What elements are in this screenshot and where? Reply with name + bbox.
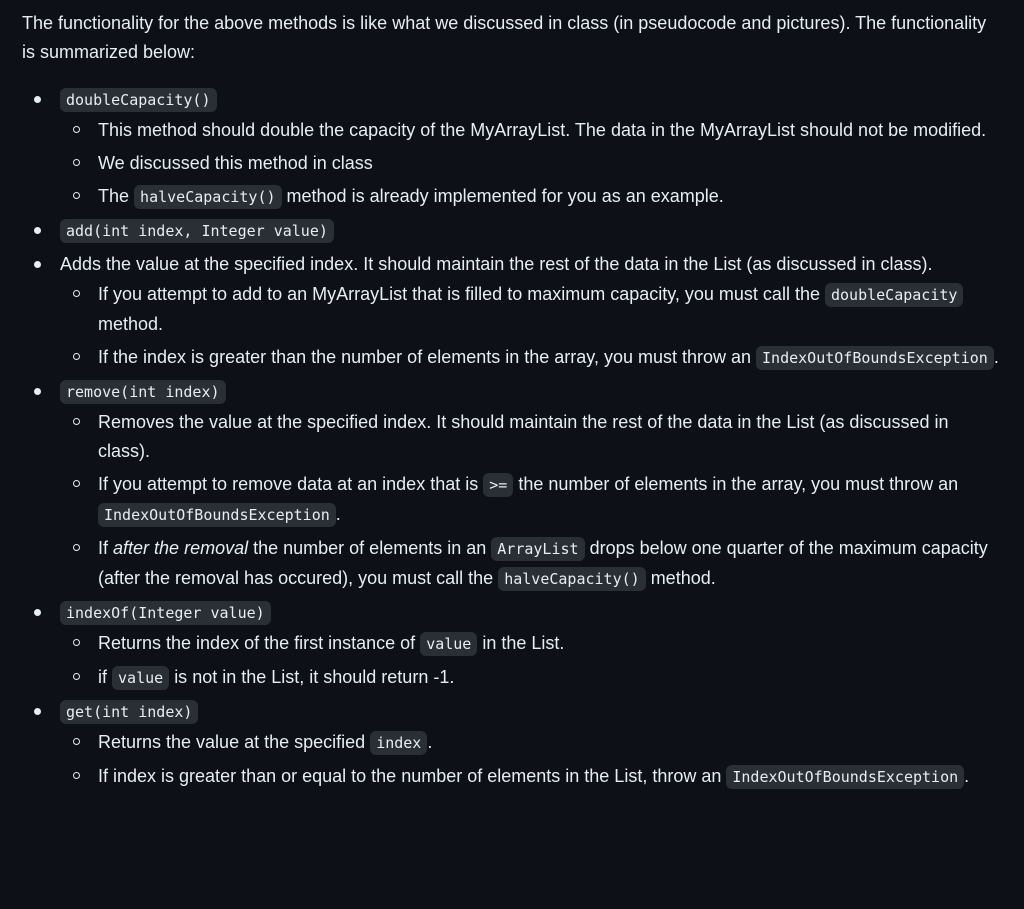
- text: This method should double the capacity of the MyArrayList. The data in the MyArrayList should not be modified.: [98, 120, 987, 140]
- inline-code: ArrayList: [491, 537, 584, 561]
- inline-code: halveCapacity(): [134, 185, 281, 209]
- list-item: [60, 149, 1002, 178]
- list-item: [60, 280, 1002, 339]
- hollow-bullet-icon: [73, 544, 80, 551]
- text: .: [993, 347, 999, 367]
- inline-code: index: [370, 731, 427, 755]
- inline-code: value: [112, 666, 169, 690]
- sublist-add: [60, 280, 1002, 373]
- hollow-bullet-icon: [73, 159, 80, 166]
- text: Adds the value at the specified index. It should maintain the rest of the data in the List (as discussed in class).: [60, 254, 933, 274]
- text: Returns the index of the first instance of: [98, 633, 416, 653]
- list-item: [60, 534, 1002, 594]
- text: The: [98, 186, 130, 206]
- hollow-bullet-icon: [73, 353, 80, 360]
- hollow-bullet-icon: [73, 480, 80, 487]
- list-item: [60, 470, 1002, 530]
- bullet-icon: [34, 96, 41, 103]
- text: We discussed this method in class: [98, 153, 373, 173]
- text: Removes the value at the specified index. It should maintain the rest of the data in the List (as discussed in class).: [98, 412, 949, 461]
- list-item: [60, 116, 1002, 145]
- list-item-double-capacity: [22, 85, 1002, 212]
- inline-code: value: [420, 632, 477, 656]
- inline-code: IndexOutOfBoundsException: [98, 503, 336, 527]
- list-item-index-of: [22, 598, 1002, 693]
- code-index-of: indexOf(Integer value): [60, 601, 271, 625]
- list-item-add-description: [22, 250, 1002, 373]
- text: in the List.: [482, 633, 565, 653]
- text: method is already implemented for you as an example.: [286, 186, 724, 206]
- text: .: [427, 732, 433, 752]
- code-remove: remove(int index): [60, 380, 226, 404]
- sublist-get: [60, 728, 1002, 792]
- inline-code: IndexOutOfBoundsException: [756, 346, 994, 370]
- hollow-bullet-icon: [73, 290, 80, 297]
- code-get: get(int index): [60, 700, 198, 724]
- bullet-icon: [34, 227, 41, 234]
- inline-code: >=: [483, 473, 513, 497]
- text: If index is greater than or equal to the number of elements in the List, throw an: [98, 766, 722, 786]
- code-add: add(int index, Integer value): [60, 219, 334, 243]
- hollow-bullet-icon: [73, 673, 80, 680]
- text: method.: [650, 568, 716, 588]
- bullet-icon: [34, 261, 41, 268]
- inline-code: IndexOutOfBoundsException: [726, 765, 964, 789]
- list-item-get: [22, 697, 1002, 792]
- list-item: [60, 408, 1002, 466]
- text: the number of elements in an: [253, 538, 487, 558]
- emphasis-text: after the removal: [113, 538, 249, 558]
- hollow-bullet-icon: [73, 126, 80, 133]
- bullet-icon: [34, 708, 41, 715]
- text: If: [98, 538, 109, 558]
- list-item: [60, 629, 1002, 659]
- hollow-bullet-icon: [73, 738, 80, 745]
- hollow-bullet-icon: [73, 192, 80, 199]
- text: If you attempt to remove data at an index that is: [98, 474, 479, 494]
- list-item-add: [22, 216, 1002, 246]
- bullet-icon: [34, 388, 41, 395]
- text: .: [335, 504, 341, 524]
- intro-paragraph: The functionality for the above methods is like what we discussed in class (in pseudocode and pictures). The functionality is summarized below:: [22, 13, 987, 62]
- sublist-double-capacity: [60, 116, 1002, 212]
- list-item: [60, 762, 1002, 792]
- text: If the index is greater than the number of elements in the array, you must throw an: [98, 347, 752, 367]
- sublist-index-of: [60, 629, 1002, 693]
- text: if: [98, 667, 107, 687]
- bullet-icon: [34, 609, 41, 616]
- list-item: [60, 343, 1002, 373]
- list-item-remove: [22, 377, 1002, 594]
- text: method.: [98, 314, 164, 334]
- list-item: [60, 182, 1002, 212]
- sublist-remove: [60, 408, 1002, 594]
- hollow-bullet-icon: [73, 772, 80, 779]
- hollow-bullet-icon: [73, 639, 80, 646]
- text: .: [964, 766, 970, 786]
- list-item: [60, 663, 1002, 693]
- hollow-bullet-icon: [73, 418, 80, 425]
- method-list: [22, 85, 1002, 792]
- text: drops below one quarter of the maximum capacity (after the removal has occured), you must call the: [98, 538, 988, 588]
- text: Returns the value at the specified: [98, 732, 366, 752]
- inline-code: halveCapacity(): [498, 567, 645, 591]
- text: is not in the List, it should return -1.: [174, 667, 455, 687]
- text: If you attempt to add to an MyArrayList that is filled to maximum capacity, you must call the: [98, 284, 820, 304]
- inline-code: doubleCapacity: [825, 283, 963, 307]
- code-double-capacity: doubleCapacity(): [60, 88, 217, 112]
- text: the number of elements in the array, you must throw an: [518, 474, 959, 494]
- list-item: [60, 728, 1002, 758]
